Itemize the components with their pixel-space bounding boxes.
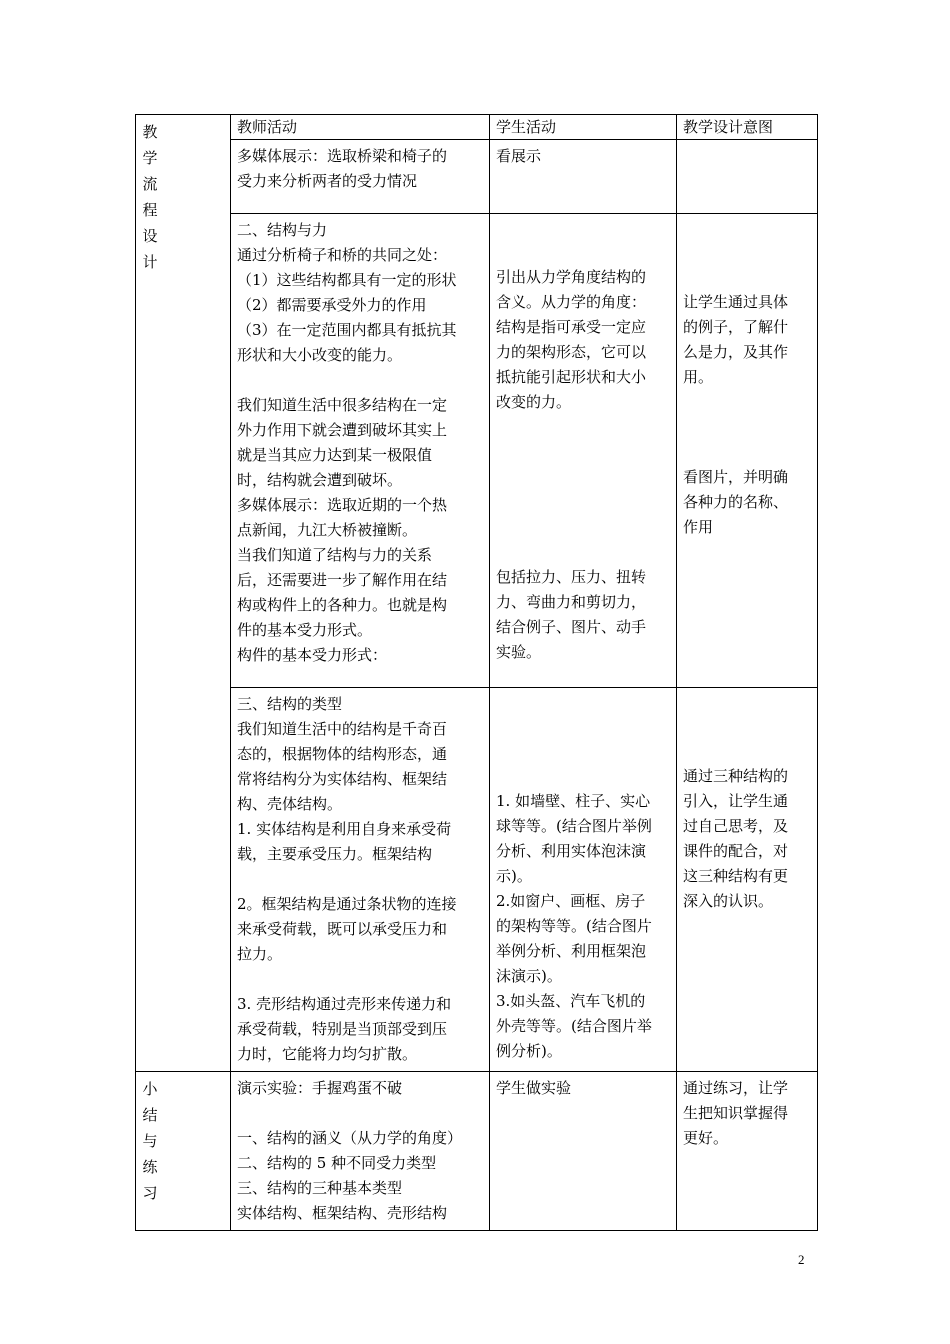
r4-student-cell bbox=[490, 1072, 677, 1231]
text-line: 力、弯曲力和剪切力， bbox=[496, 593, 647, 611]
text-line: 多媒体展示：选取桥梁和椅子的 bbox=[237, 147, 448, 165]
text-line: 改变的力。 bbox=[496, 393, 572, 411]
blank-line bbox=[237, 1101, 483, 1126]
text-line: 我们知道生活中的结构是千奇百 bbox=[237, 720, 448, 738]
blank-line bbox=[237, 368, 483, 393]
text-line: 各种力的名称、 bbox=[683, 493, 789, 511]
header-intent: 教学设计意图 bbox=[677, 115, 818, 140]
text-line: 常将结构分为实体结构、框架结 bbox=[237, 770, 448, 788]
text-line: 件的基本受力形式。 bbox=[237, 621, 373, 639]
r4-intent-cell bbox=[677, 1072, 818, 1231]
text-line: 通过练习，让学 bbox=[683, 1079, 789, 1097]
text-line: 课件的配合，对 bbox=[683, 842, 789, 860]
text-line: 引入，让学生通 bbox=[683, 792, 789, 810]
text-line: 例分析)。 bbox=[496, 1042, 562, 1060]
text-line: 2。框架结构是通过条状物的连接 bbox=[237, 895, 457, 913]
text-line: 三、结构的三种基本类型 bbox=[237, 1179, 403, 1197]
section-label-process bbox=[136, 115, 231, 1072]
text-line: 力的架构形态，它可以 bbox=[496, 343, 647, 361]
text-line: 学生做实验 bbox=[496, 1079, 572, 1097]
label-char: 设 bbox=[142, 227, 158, 245]
text-line: 实验。 bbox=[496, 643, 542, 661]
text-line: 时，结构就会遭到破坏。 bbox=[237, 471, 403, 489]
text-line: 通过三种结构的 bbox=[683, 767, 789, 785]
text-line: 后，还需要进一步了解作用在结 bbox=[237, 571, 448, 589]
text-line: 2.如窗户、画框、房子 bbox=[496, 892, 646, 910]
text-line: 受力来分析两者的受力情况 bbox=[237, 172, 418, 190]
r2-teacher-cell bbox=[231, 214, 490, 688]
text-line: 示)。 bbox=[496, 867, 532, 885]
text-line: 承受荷载，特别是当顶部受到压 bbox=[237, 1020, 448, 1038]
text-line: 来承受荷载，既可以承受压力和 bbox=[237, 920, 448, 938]
r3-student-cell bbox=[490, 688, 677, 1072]
r1-intent-cell bbox=[677, 140, 818, 214]
text-line: 么是力，及其作 bbox=[683, 343, 789, 361]
r3-intent-cell bbox=[677, 688, 818, 1072]
text-line: 过自己思考，及 bbox=[683, 817, 789, 835]
text-line: 看展示 bbox=[496, 147, 542, 165]
r1-teacher-cell bbox=[231, 140, 490, 214]
text-line: 的架构等等。(结合图片 bbox=[496, 917, 652, 935]
text-line: 外力作用下就会遭到破坏其实上 bbox=[237, 421, 448, 439]
text-line: 演示实验：手握鸡蛋不破 bbox=[237, 1079, 403, 1097]
text-line: 生把知识掌握得 bbox=[683, 1104, 789, 1122]
label-char: 计 bbox=[142, 253, 158, 271]
label-char: 流 bbox=[142, 175, 158, 193]
label-char: 教 bbox=[142, 123, 158, 141]
row-summary bbox=[136, 1072, 818, 1231]
text-line: 构件的基本受力形式： bbox=[237, 646, 388, 664]
text-line: 的例子，了解什 bbox=[683, 318, 789, 336]
page-number: 2 bbox=[798, 1252, 805, 1267]
text-line: 构、壳体结构。 bbox=[237, 795, 343, 813]
text-line: 3. 壳形结构通过壳形来传递力和 bbox=[237, 995, 452, 1013]
text-line: 外壳等等。(结合图片举 bbox=[496, 1017, 652, 1035]
section-label-summary bbox=[136, 1072, 231, 1231]
text-line: 就是当其应力达到某一极限值 bbox=[237, 446, 433, 464]
text-line: 通过分析椅子和桥的共同之处： bbox=[237, 246, 448, 264]
text-line: 二、结构的 5 种不同受力类型 bbox=[237, 1154, 437, 1172]
text-line: 拉力。 bbox=[237, 945, 283, 963]
text-line: 举例分析、利用框架泡 bbox=[496, 942, 647, 960]
text-line: 看图片，并明确 bbox=[683, 468, 789, 486]
label-char: 小 bbox=[142, 1080, 158, 1098]
r2-student-cell bbox=[490, 214, 677, 688]
r1-student-cell bbox=[490, 140, 677, 214]
text-line: 多媒体展示：选取近期的一个热 bbox=[237, 496, 448, 514]
text-line: 让学生通过具体 bbox=[683, 293, 789, 311]
text-line: 包括拉力、压力、扭转 bbox=[496, 568, 647, 586]
text-line: 球等等。(结合图片举例 bbox=[496, 817, 652, 835]
blank-line bbox=[237, 967, 483, 992]
text-line: （1）这些结构都具有一定的形状 bbox=[237, 271, 457, 289]
label-char: 与 bbox=[142, 1132, 158, 1150]
r2-intent-cell bbox=[677, 214, 818, 688]
text-line: 这三种结构有更 bbox=[683, 867, 789, 885]
text-line: 三、结构的类型 bbox=[237, 695, 343, 713]
header-row bbox=[136, 115, 818, 140]
text-line: 构或构件上的各种力。也就是构 bbox=[237, 596, 448, 614]
text-line: 沫演示)。 bbox=[496, 967, 562, 985]
row-media-display bbox=[136, 140, 818, 214]
r3-teacher-cell bbox=[231, 688, 490, 1072]
text-line: 1. 实体结构是利用自身来承受荷 bbox=[237, 820, 452, 838]
r4-teacher-cell bbox=[231, 1072, 490, 1231]
text-line: 我们知道生活中很多结构在一定 bbox=[237, 396, 448, 414]
text-line: 一、结构的涵义（从力学的角度） bbox=[237, 1129, 463, 1147]
row-structure-force bbox=[136, 214, 818, 688]
label-char: 练 bbox=[142, 1158, 158, 1176]
text-line: 抵抗能引起形状和大小 bbox=[496, 368, 647, 386]
text-line: 二、结构与力 bbox=[237, 221, 328, 239]
text-line: 深入的认识。 bbox=[683, 892, 774, 910]
text-line: 作用 bbox=[683, 518, 714, 536]
header-teacher: 教师活动 bbox=[231, 115, 490, 140]
text-line: 更好。 bbox=[683, 1129, 729, 1147]
row-structure-types bbox=[136, 688, 818, 1072]
label-char: 结 bbox=[142, 1106, 158, 1124]
label-char: 习 bbox=[142, 1184, 158, 1202]
text-line: 分析、利用实体泡沫演 bbox=[496, 842, 647, 860]
text-line: 3.如头盔、汽车飞机的 bbox=[496, 992, 646, 1010]
text-line: 结构是指可承受一定应 bbox=[496, 318, 647, 336]
text-line: 1. 如墙壁、柱子、实心 bbox=[496, 792, 651, 810]
text-line: 实体结构、框架结构、壳形结构 bbox=[237, 1204, 448, 1222]
text-line: 用。 bbox=[683, 368, 714, 386]
text-line: 结合例子、图片、动手 bbox=[496, 618, 647, 636]
text-line: （3）在一定范围内都具有抵抗其 bbox=[237, 321, 457, 339]
text-line: （2）都需要承受外力的作用 bbox=[237, 296, 427, 314]
text-line: 点新闻，九江大桥被撞断。 bbox=[237, 521, 418, 539]
blank-line bbox=[237, 867, 483, 892]
text-line: 含义。从力学的角度： bbox=[496, 293, 647, 311]
text-line: 力时，它能将力均匀扩散。 bbox=[237, 1045, 418, 1063]
label-char: 学 bbox=[142, 149, 158, 167]
header-student: 学生活动 bbox=[490, 115, 677, 140]
text-line: 态的，根据物体的结构形态，通 bbox=[237, 745, 448, 763]
lesson-plan-table bbox=[135, 114, 818, 1231]
label-char: 程 bbox=[142, 201, 158, 219]
text-line: 载，主要承受压力。框架结构 bbox=[237, 845, 433, 863]
text-line: 引出从力学角度结构的 bbox=[496, 268, 647, 286]
text-line: 当我们知道了结构与力的关系 bbox=[237, 546, 433, 564]
text-line: 形状和大小改变的能力。 bbox=[237, 346, 403, 364]
